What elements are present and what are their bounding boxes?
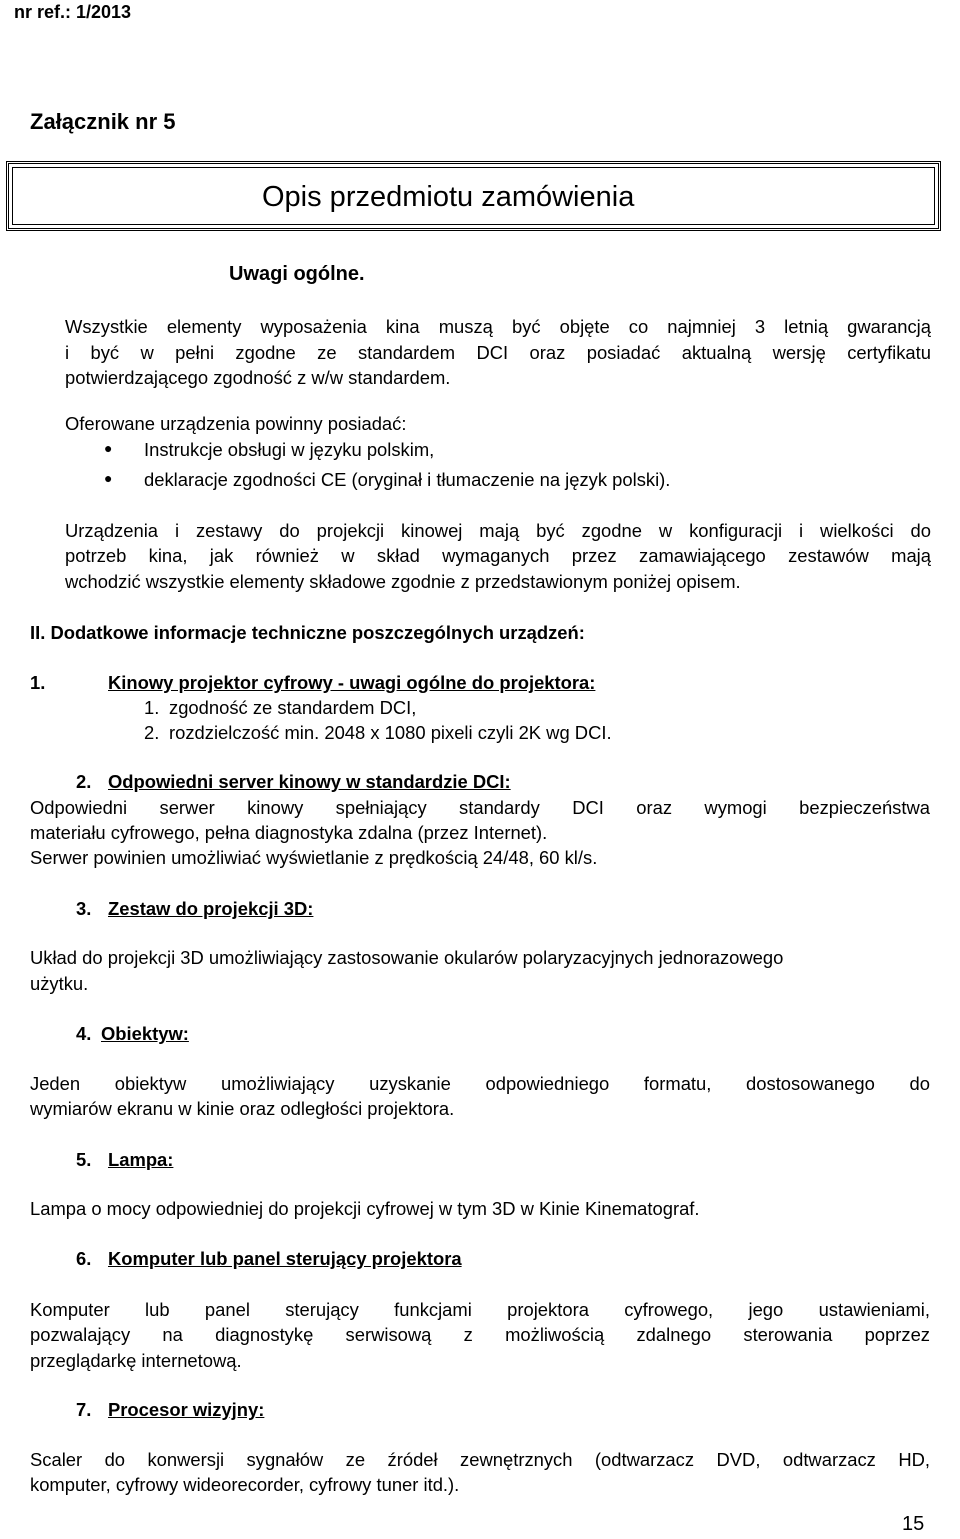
item-6-line-1: Komputer lub panel sterujący funkcjami projektora cyfrowego, jego ustawieniami,	[30, 1299, 930, 1320]
bullet-icon: ●	[104, 470, 113, 486]
offer-bullet-1: Instrukcje obsługi w języku polskim,	[144, 439, 435, 460]
item-7-heading: Procesor wizyjny:	[108, 1399, 265, 1420]
item-5-line-1: Lampa o mocy odpowiedniej do projekcji cyfrowej w tym 3D w Kinie Kinematograf.	[30, 1198, 700, 1219]
item-5-number: 5.	[76, 1149, 92, 1170]
intro-line-2: i być w pełni zgodne ze standardem DCI oraz posiadać aktualną wersję certyfikatu	[65, 342, 931, 363]
item-5-heading: Lampa:	[108, 1149, 174, 1170]
item-2-line-2: materiału cyfrowego, pełna diagnostyka zdalna (przez Internet).	[30, 822, 548, 843]
bullet-icon: ●	[104, 440, 113, 456]
item-7-line-1: Scaler do konwersji sygnałów ze źródeł zewnętrznych (odtwarzacz DVD, odtwarzacz HD,	[30, 1449, 930, 1470]
devices-line-3: wchodzić wszystkie elementy składowe zgodnie z przedstawionym poniżej opisem.	[65, 571, 741, 592]
section-2-heading: II. Dodatkowe informacje techniczne poszczególnych urządzeń:	[30, 622, 585, 643]
offer-bullet-2: deklaracje zgodności CE (oryginał i tłumaczenie na język polski).	[144, 469, 671, 490]
item-6-number: 6.	[76, 1248, 92, 1269]
item-2-line-3: Serwer powinien umożliwiać wyświetlanie z prędkością 24/48, 60 kl/s.	[30, 847, 598, 868]
item-1-sub-1-text: zgodność ze standardem DCI,	[169, 697, 417, 718]
item-2-heading: Odpowiedni server kinowy w standardzie DCI:	[108, 771, 511, 792]
document-reference: nr ref.: 1/2013	[14, 2, 132, 22]
document-title: Opis przedmiotu zamówienia	[262, 181, 635, 213]
item-4-heading: Obiektyw:	[101, 1023, 189, 1044]
item-7-number: 7.	[76, 1399, 92, 1420]
item-6-line-3: przeglądarkę internetową.	[30, 1350, 242, 1371]
devices-line-2: potrzeb kina, jak również w skład wymaganych przez zamawiającego zestawów mają	[65, 545, 931, 566]
intro-line-3: potwierdzającego zgodność z w/w standardem.	[65, 367, 451, 388]
general-remarks-heading: Uwagi ogólne.	[229, 263, 365, 285]
item-7-line-2: komputer, cyfrowy wideorecorder, cyfrowy tuner itd.).	[30, 1474, 460, 1495]
item-4-line-2: wymiarów ekranu w kinie oraz odległości projektora.	[30, 1098, 455, 1119]
item-4-number: 4.	[76, 1023, 92, 1044]
item-6-line-2: pozwalający na diagnostykę serwisową z możliwością zdalnego sterowania poprzez	[30, 1324, 930, 1345]
item-1-heading: Kinowy projektor cyfrowy - uwagi ogólne do projektora:	[108, 672, 596, 693]
annex-heading: Załącznik nr 5	[30, 109, 176, 134]
item-4-line-1: Jeden obiektyw umożliwiający uzyskanie odpowiedniego formatu, dostosowanego do	[30, 1073, 930, 1094]
item-1-sub-2-text: rozdzielczość min. 2048 x 1080 pixeli czyli 2K wg DCI.	[169, 722, 612, 743]
page-number: 15	[902, 1513, 925, 1535]
item-3-number: 3.	[76, 898, 92, 919]
item-1-sub-2-number: 2.	[144, 722, 160, 743]
item-1-sub-1-number: 1.	[144, 697, 160, 718]
item-2-number: 2.	[76, 771, 92, 792]
offer-intro: Oferowane urządzenia powinny posiadać:	[65, 413, 407, 434]
item-6-heading: Komputer lub panel sterujący projektora	[108, 1248, 462, 1269]
intro-line-1: Wszystkie elementy wyposażenia kina muszą być objęte co najmniej 3 letnią gwarancją	[65, 316, 931, 337]
item-3-line-1: Układ do projekcji 3D umożliwiający zastosowanie okularów polaryzacyjnych jednorazowego	[30, 947, 784, 968]
devices-line-1: Urządzenia i zestawy do projekcji kinowej mają być zgodne w konfiguracji i wielkości do	[65, 520, 931, 541]
item-3-line-2: użytku.	[30, 973, 89, 994]
item-2-line-1: Odpowiedni serwer kinowy spełniający standardy DCI oraz wymogi bezpieczeństwa	[30, 797, 930, 818]
item-3-heading: Zestaw do projekcji 3D:	[108, 898, 314, 919]
item-1-number: 1.	[30, 672, 46, 693]
